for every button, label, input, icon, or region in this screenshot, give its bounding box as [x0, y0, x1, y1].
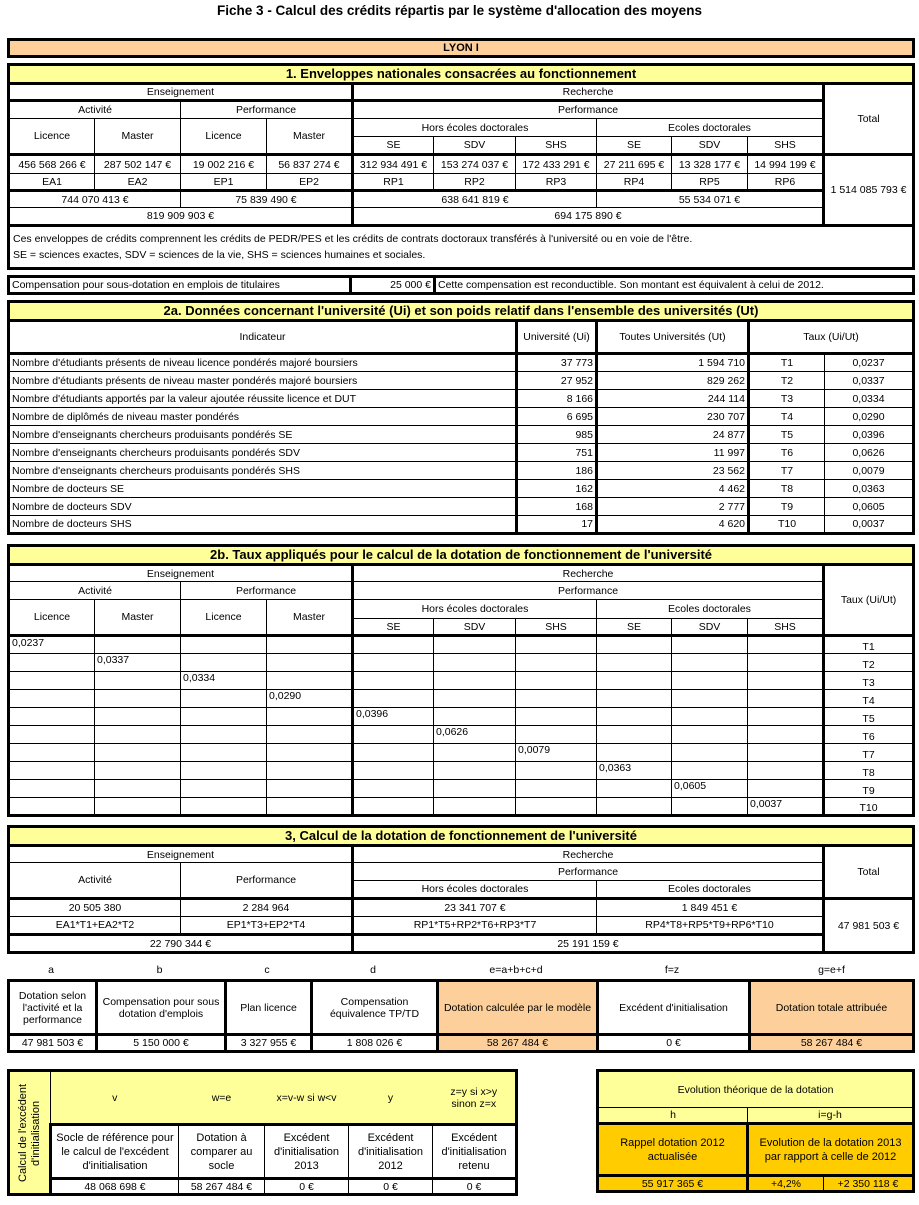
ut-value: 24 877 — [597, 426, 749, 444]
col-sdv: SDV — [672, 137, 748, 155]
ui-value: 985 — [517, 426, 597, 444]
header-toutes-universites: Toutes Universités (Ut) — [597, 321, 749, 354]
col-sdv: SDV — [434, 619, 516, 636]
evolution-title: Evolution théorique de la dotation — [598, 1071, 914, 1108]
col-master: Master — [95, 600, 181, 636]
taux-value: 0,0290 — [825, 408, 914, 426]
indicator: Nombre d'enseignants chercheurs produisants pondérés SHS — [9, 462, 517, 480]
letter-h: h — [598, 1108, 748, 1124]
taux-code: T6 — [824, 726, 914, 744]
code-rp3: RP3 — [516, 174, 597, 191]
letter-b: b — [156, 964, 163, 976]
ui-value: 168 — [517, 498, 597, 516]
code-ea1: EA1 — [9, 174, 95, 191]
indicator: Nombre d'étudiants présents de niveau licence pondérés majoré boursiers — [9, 354, 517, 372]
label-plan-licence: Plan licence — [226, 981, 312, 1035]
table-row — [9, 726, 914, 744]
taux-value: 0,0237 — [825, 354, 914, 372]
code-rp6: RP6 — [748, 174, 824, 191]
activite-header: Activité — [9, 863, 181, 899]
ed-value: 1 849 451 € — [597, 899, 824, 917]
university-band — [7, 38, 915, 58]
taux-diagonal-rows — [9, 636, 914, 816]
taux-code: T1 — [749, 354, 825, 372]
recherche-header: Recherche — [353, 84, 824, 101]
value-excedent-2013: 0 € — [265, 1179, 349, 1195]
formula-ed: RP4*T8+RP5*T9+RP6*T10 — [597, 917, 824, 935]
taux-value: 0,0363 — [825, 480, 914, 498]
ui-value: 37 773 — [517, 354, 597, 372]
ut-value: 2 777 — [597, 498, 749, 516]
label-dotation-comparer: Dotation à comparer au socle — [179, 1125, 265, 1179]
table-row — [9, 654, 914, 672]
subtotal-activite: 744 070 413 € — [9, 191, 181, 208]
indicator: Nombre d'enseignants chercheurs produisants pondérés SE — [9, 426, 517, 444]
value-rp4: 27 211 695 € — [597, 155, 672, 174]
code-rp4: RP4 — [597, 174, 672, 191]
value-rp1: 312 934 491 € — [353, 155, 434, 174]
ecoles-doctorales-header: Ecoles doctorales — [597, 881, 824, 899]
letter-i: i=g-h — [748, 1108, 914, 1124]
value-dotation-modele: 58 267 484 € — [438, 1035, 598, 1052]
code-ep2: EP2 — [267, 174, 353, 191]
value-rp6: 14 994 199 € — [748, 155, 824, 174]
value-excedent-2012: 0 € — [349, 1179, 433, 1195]
letter-g: g=e+f — [818, 964, 845, 976]
letter-f: f=z — [664, 964, 680, 976]
enseignement-header: Enseignement — [9, 84, 353, 101]
performance-recherche-header: Performance — [353, 863, 824, 881]
ecoles-doctorales-header: Ecoles doctorales — [597, 119, 824, 137]
ut-value: 23 562 — [597, 462, 749, 480]
value-rappel-2012: 55 917 365 € — [598, 1176, 748, 1192]
code-rp1: RP1 — [353, 174, 434, 191]
table-row — [9, 354, 914, 372]
letter-c: c — [264, 964, 270, 976]
notes — [9, 226, 914, 269]
taux-t2: 0,0337 — [95, 654, 181, 672]
label-excedent-2012: Excédent d'initialisation 2012 — [349, 1125, 433, 1179]
taux-value: 0,0079 — [825, 462, 914, 480]
table-row — [9, 672, 914, 690]
performance-value: 2 284 964 — [181, 899, 353, 917]
value-socle: 48 068 698 € — [51, 1179, 179, 1195]
letter-a: a — [48, 964, 54, 976]
formula-performance: EP1*T3+EP2*T4 — [181, 917, 353, 935]
performance-recherche-header: Performance — [353, 582, 824, 600]
col-licence: Licence — [9, 600, 95, 636]
label-compensation-emplois: Compensation pour sous dotation d'emplois — [97, 981, 226, 1035]
formula-activite: EA1*T1+EA2*T2 — [9, 917, 181, 935]
excedent-side-label-cell — [9, 1071, 51, 1195]
activite-header: Activité — [9, 582, 181, 600]
table-row — [9, 498, 914, 516]
table-row — [9, 708, 914, 726]
header-indicateur: Indicateur — [9, 321, 517, 354]
taux-value: 0,0626 — [825, 444, 914, 462]
enseignement-total: 819 909 903 € — [9, 208, 353, 226]
taux-code: T7 — [749, 462, 825, 480]
taux-code: T4 — [749, 408, 825, 426]
col-se: SE — [353, 137, 434, 155]
col-se: SE — [597, 137, 672, 155]
table-row — [9, 516, 914, 534]
performance-header: Performance — [181, 582, 353, 600]
section-2a-table — [7, 300, 915, 535]
summary-letters — [7, 963, 915, 977]
excedent-table — [7, 1069, 518, 1196]
label-excedent-retenu: Excédent d'initialisation retenu — [433, 1125, 517, 1179]
hors-ecoles-doctorales-header: Hors écoles doctorales — [353, 600, 597, 619]
university-name: LYON I — [9, 40, 914, 57]
header-taux: Taux (Ui/Ut) — [749, 321, 914, 354]
summary-table — [7, 979, 915, 1053]
evolution-table — [596, 1069, 915, 1193]
col-licence: Licence — [9, 119, 95, 155]
value-dotation-comparer: 58 267 484 € — [179, 1179, 265, 1195]
section-2b-table — [7, 544, 915, 817]
taux-code: T4 — [824, 690, 914, 708]
col-shs: SHS — [516, 137, 597, 155]
letter-w: w=e — [179, 1071, 265, 1125]
taux-code: T8 — [749, 480, 825, 498]
taux-code: T7 — [824, 744, 914, 762]
value-ea1: 456 568 266 € — [9, 155, 95, 174]
value-evolution-amount: +2 350 118 € — [824, 1176, 914, 1192]
taux-code: T5 — [749, 426, 825, 444]
hors-ecoles-doctorales-header: Hors écoles doctorales — [353, 119, 597, 137]
hors-ed-value: 23 341 707 € — [353, 899, 597, 917]
col-master: Master — [267, 600, 353, 636]
performance-header: Performance — [181, 863, 353, 899]
taux-code: T9 — [824, 780, 914, 798]
table-row — [9, 444, 914, 462]
compensation-note: Cette compensation est reconductible. Son montant est équivalent à celui de 2012. — [435, 277, 914, 294]
table-row — [9, 408, 914, 426]
header-universite: Université (Ui) — [517, 321, 597, 354]
taux-t4: 0,0290 — [267, 690, 353, 708]
taux-code: T6 — [749, 444, 825, 462]
table-row — [9, 798, 914, 816]
taux-code: T3 — [749, 390, 825, 408]
taux-value: 0,0605 — [825, 498, 914, 516]
col-sdv: SDV — [672, 619, 748, 636]
ut-value: 4 462 — [597, 480, 749, 498]
value-rp3: 172 433 291 € — [516, 155, 597, 174]
excedent-side-label: Calcul de l'excédent d'initialisation — [16, 1083, 42, 1182]
indicator: Nombre de docteurs SE — [9, 480, 517, 498]
ui-value: 6 695 — [517, 408, 597, 426]
compensation-table — [7, 275, 915, 295]
taux-code: T5 — [824, 708, 914, 726]
subtotal-performance: 75 839 490 € — [181, 191, 353, 208]
ut-value: 4 620 — [597, 516, 749, 534]
value-plan-licence: 3 327 955 € — [226, 1035, 312, 1052]
total-header: Total — [824, 846, 914, 899]
compensation-value: 25 000 € — [351, 277, 435, 294]
taux-code: T10 — [824, 798, 914, 816]
note-abbreviations: SE = sciences exactes, SDV = sciences de la vie, SHS = sciences humaines et sociales. — [13, 249, 426, 261]
subtotal-ed: 55 534 071 € — [597, 191, 824, 208]
code-rp5: RP5 — [672, 174, 748, 191]
label-compensation-tptd: Compensation équivalence TP/TD — [312, 981, 438, 1035]
indicator: Nombre de diplômés de niveau master pondérés — [9, 408, 517, 426]
taux-t7: 0,0079 — [516, 744, 597, 762]
section-1-title: 1. Enveloppes nationales consacrées au fonctionnement — [9, 65, 914, 84]
total-value: 47 981 503 € — [824, 899, 914, 953]
value-rp2: 153 274 037 € — [434, 155, 516, 174]
table-row — [9, 462, 914, 480]
taux-code: T3 — [824, 672, 914, 690]
ui-value: 8 166 — [517, 390, 597, 408]
label-excedent: Excédent d'initialisation — [598, 981, 750, 1035]
indicator-rows — [9, 354, 914, 534]
ut-value: 244 114 — [597, 390, 749, 408]
ut-value: 1 594 710 — [597, 354, 749, 372]
table-row — [9, 690, 914, 708]
label-socle: Socle de référence pour le calcul de l'excédent d'initialisation — [51, 1125, 179, 1179]
indicator: Nombre de docteurs SHS — [9, 516, 517, 534]
col-se: SE — [353, 619, 434, 636]
indicator: Nombre d'enseignants chercheurs produisants pondérés SDV — [9, 444, 517, 462]
table-row — [9, 636, 914, 654]
section-2a-title: 2a. Données concernant l'université (Ui) et son poids relatif dans l'ensemble des universités (Ut) — [9, 302, 914, 321]
col-shs: SHS — [748, 619, 824, 636]
taux-code: T1 — [824, 636, 914, 654]
ui-value: 162 — [517, 480, 597, 498]
taux-code: T9 — [749, 498, 825, 516]
letter-y: y — [349, 1071, 433, 1125]
taux-code: T8 — [824, 762, 914, 780]
taux-code: T2 — [749, 372, 825, 390]
taux-value: 0,0037 — [825, 516, 914, 534]
taux-header: Taux (Ui/Ut) — [824, 565, 914, 636]
table-row — [9, 780, 914, 798]
letter-e: e=a+b+c+d — [489, 964, 543, 976]
letter-d: d — [370, 964, 376, 976]
enseignement-header: Enseignement — [9, 565, 353, 582]
ecoles-doctorales-header: Ecoles doctorales — [597, 600, 824, 619]
col-licence: Licence — [181, 600, 267, 636]
label-dotation-modele: Dotation calculée par le modèle — [438, 981, 598, 1035]
taux-value: 0,0396 — [825, 426, 914, 444]
enseignement-total: 22 790 344 € — [9, 935, 353, 953]
value-ep1: 19 002 216 € — [181, 155, 267, 174]
indicator: Nombre de docteurs SDV — [9, 498, 517, 516]
letter-x: x=v-w si w<v — [265, 1071, 349, 1125]
col-master: Master — [95, 119, 181, 155]
page-title: Fiche 3 - Calcul des crédits répartis par le système d'allocation des moyens — [217, 3, 702, 18]
performance-header: Performance — [181, 101, 353, 119]
col-licence: Licence — [181, 119, 267, 155]
col-sdv: SDV — [434, 137, 516, 155]
taux-value: 0,0337 — [825, 372, 914, 390]
activite-value: 20 505 380 — [9, 899, 181, 917]
value-evolution-pct: +4,2% — [748, 1176, 824, 1192]
section-1-table — [7, 63, 915, 270]
table-row — [9, 426, 914, 444]
col-shs: SHS — [516, 619, 597, 636]
label-excedent-2013: Excédent d'initialisation 2013 — [265, 1125, 349, 1179]
grand-total: 1 514 085 793 € — [824, 155, 914, 226]
table-row — [9, 762, 914, 780]
letter-z: z=y si x>y sinon z=x — [433, 1071, 517, 1125]
taux-value: 0,0334 — [825, 390, 914, 408]
indicator: Nombre d'étudiants apportés par la valeur ajoutée réussite licence et DUT — [9, 390, 517, 408]
ui-value: 751 — [517, 444, 597, 462]
recherche-total: 694 175 890 € — [353, 208, 824, 226]
table-row — [9, 744, 914, 762]
indicator: Nombre d'étudiants présents de niveau master pondérés majoré boursiers — [9, 372, 517, 390]
value-excedent-retenu: 0 € — [433, 1179, 517, 1195]
taux-t10: 0,0037 — [748, 798, 824, 816]
total-header: Total — [824, 84, 914, 155]
col-shs: SHS — [748, 137, 824, 155]
ut-value: 11 997 — [597, 444, 749, 462]
value-dotation-activite: 47 981 503 € — [9, 1035, 97, 1052]
col-master: Master — [267, 119, 353, 155]
recherche-header: Recherche — [353, 846, 824, 863]
ut-value: 829 262 — [597, 372, 749, 390]
value-ea2: 287 502 147 € — [95, 155, 181, 174]
code-ea2: EA2 — [95, 174, 181, 191]
value-compensation-emplois: 5 150 000 € — [97, 1035, 226, 1052]
activite-header: Activité — [9, 101, 181, 119]
taux-t3: 0,0334 — [181, 672, 267, 690]
ui-value: 186 — [517, 462, 597, 480]
hors-ecoles-doctorales-header: Hors écoles doctorales — [353, 881, 597, 899]
label-dotation-totale: Dotation totale attribuée — [750, 981, 914, 1035]
recherche-header: Recherche — [353, 565, 824, 582]
note-credits: Ces enveloppes de crédits comprennent les crédits de PEDR/PES et les crédits de contrats doctoraux transférés à l'université ou en voie de l'être. — [13, 233, 693, 245]
value-rp5: 13 328 177 € — [672, 155, 748, 174]
subtotal-hors-ed: 638 641 819 € — [353, 191, 597, 208]
taux-t5: 0,0396 — [353, 708, 434, 726]
label-evolution-2013: Evolution de la dotation 2013 par rapport à celle de 2012 — [748, 1124, 914, 1176]
ut-value: 230 707 — [597, 408, 749, 426]
value-compensation-tptd: 1 808 026 € — [312, 1035, 438, 1052]
section-2b-title: 2b. Taux appliqués pour le calcul de la dotation de fonctionnement de l'université — [9, 546, 914, 565]
section-3-table — [7, 825, 915, 954]
label-rappel-2012: Rappel dotation 2012 actualisée — [598, 1124, 748, 1176]
taux-t6: 0,0626 — [434, 726, 516, 744]
performance-recherche-header: Performance — [353, 101, 824, 119]
ui-value: 17 — [517, 516, 597, 534]
label-dotation-activite: Dotation selon l'activité et la performance — [9, 981, 97, 1035]
table-row — [9, 480, 914, 498]
code-ep1: EP1 — [181, 174, 267, 191]
letter-v: v — [51, 1071, 179, 1125]
recherche-total: 25 191 159 € — [353, 935, 824, 953]
col-se: SE — [597, 619, 672, 636]
value-excedent: 0 € — [598, 1035, 750, 1052]
taux-t9: 0,0605 — [672, 780, 748, 798]
section-3-title: 3, Calcul de la dotation de fonctionnement de l'université — [9, 827, 914, 846]
taux-t8: 0,0363 — [597, 762, 672, 780]
table-row — [9, 372, 914, 390]
table-row — [9, 390, 914, 408]
code-rp2: RP2 — [434, 174, 516, 191]
taux-t1: 0,0237 — [9, 636, 95, 654]
taux-code: T2 — [824, 654, 914, 672]
formula-hors-ed: RP1*T5+RP2*T6+RP3*T7 — [353, 917, 597, 935]
value-dotation-totale: 58 267 484 € — [750, 1035, 914, 1052]
ui-value: 27 952 — [517, 372, 597, 390]
enseignement-header: Enseignement — [9, 846, 353, 863]
value-ep2: 56 837 274 € — [267, 155, 353, 174]
taux-code: T10 — [749, 516, 825, 534]
compensation-label: Compensation pour sous-dotation en emplois de titulaires — [9, 277, 351, 294]
